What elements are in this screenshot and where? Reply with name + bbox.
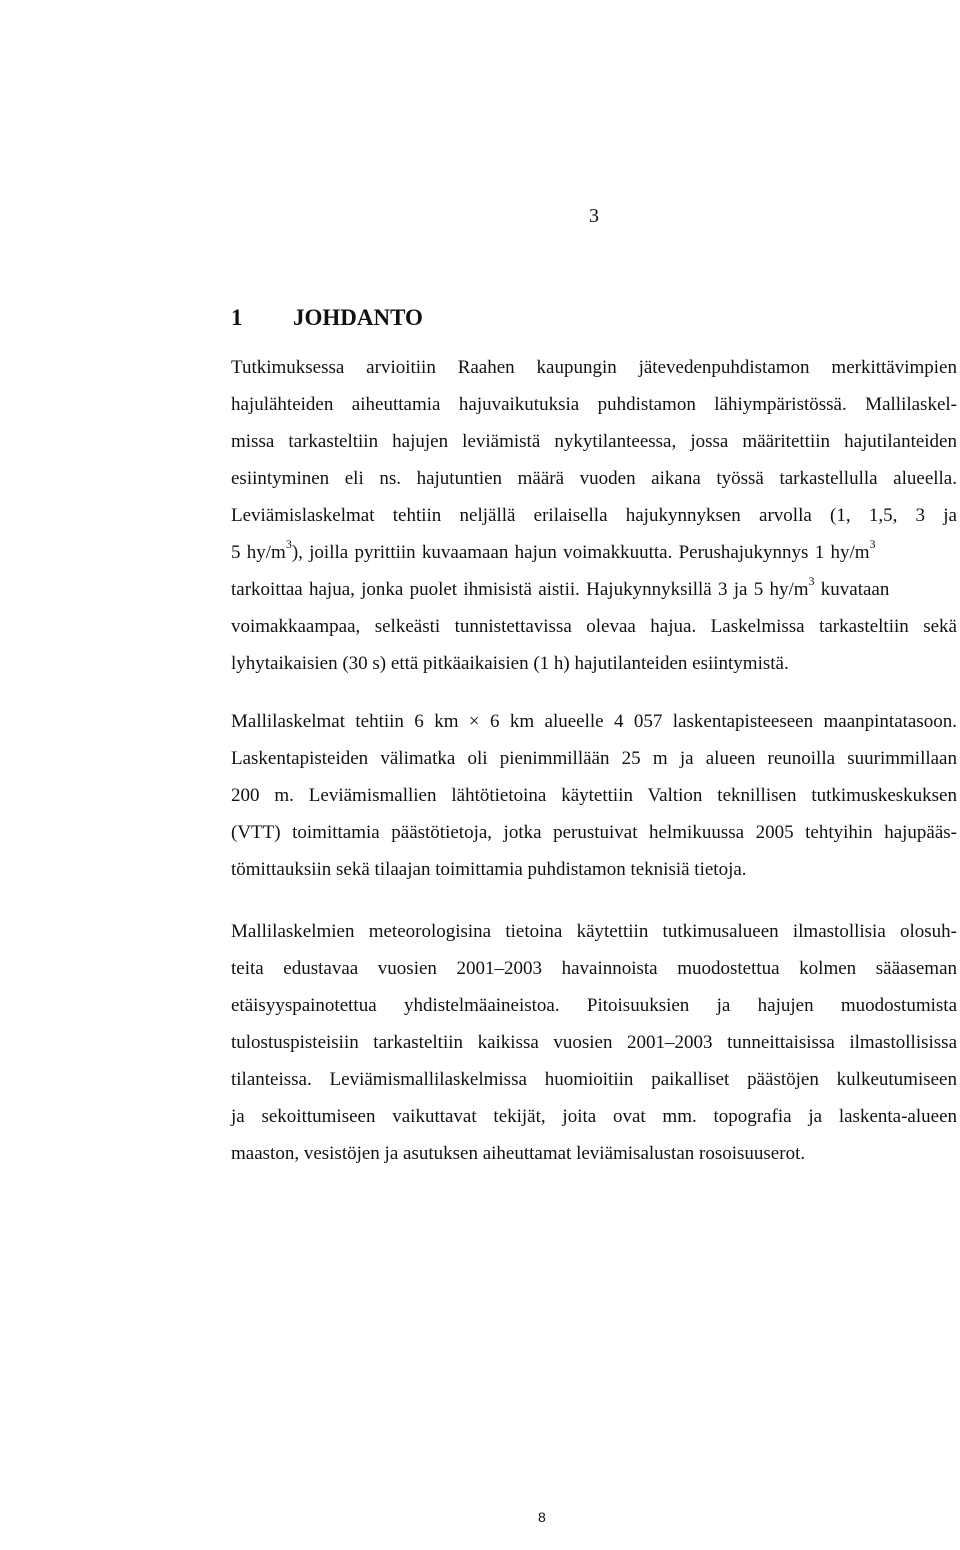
paragraph-3 xyxy=(231,913,957,1172)
section-number: 1 xyxy=(231,305,243,330)
text-line xyxy=(231,571,957,608)
text-fragment: tarkoittaa hajua, jonka puolet ihmisistä aistii. Hajukynnyksillä 3 ja 5 hy/m xyxy=(231,579,809,600)
superscript: 3 xyxy=(808,573,815,588)
paragraph-2 xyxy=(231,703,957,888)
text-fragment: 5 hy/m xyxy=(231,542,286,563)
superscript: 3 xyxy=(869,536,876,551)
text-fragment: kuvataan xyxy=(814,579,890,600)
text-line: maaston, vesistöjen ja asutuksen aiheuttamat leviämisalustan rosoisuuserot. xyxy=(231,1143,806,1164)
text-line: teita edustavaa vuosien 2001–2003 havainnoista muodostettua kolmen sääaseman xyxy=(231,958,957,979)
text-line: Leviämislaskelmat tehtiin neljällä erilaisella hajukynnyksen arvolla (1, 1,5, 3 ja xyxy=(231,505,957,526)
text-line: Mallilaskelmien meteorologisina tietoina käytettiin tutkimusalueen ilmastollisia olosuh- xyxy=(231,921,957,942)
text-line: hajulähteiden aiheuttamia hajuvaikutuksia puhdistamon lähiympäristössä. Mallilaskel- xyxy=(231,394,957,415)
superscript: 3 xyxy=(285,536,292,551)
text-line: (VTT) toimittamia päästötietoja, jotka perustuivat helmikuussa 2005 tehtyihin hajupääs- xyxy=(231,822,957,843)
text-line: Mallilaskelmat tehtiin 6 km × 6 km alueelle 4 057 laskentapisteeseen maanpintatasoon. xyxy=(231,711,957,732)
text-line: tulostuspisteisiin tarkasteltiin kaikissa vuosien 2001–2003 tunneittaisissa ilmastollisissa xyxy=(231,1032,957,1053)
section-heading xyxy=(231,305,423,331)
text-line: Tutkimuksessa arvioitiin Raahen kaupungin jätevedenpuhdistamon merkittävimpien xyxy=(231,357,957,378)
text-line: Laskentapisteiden välimatka oli pienimmillään 25 m ja alueen reunoilla suurimmillaan xyxy=(231,748,957,769)
text-line: tömittauksiin sekä tilaajan toimittamia puhdistamon teknisiä tietoja. xyxy=(231,859,747,880)
footer-stamp: 8 xyxy=(538,1509,546,1525)
paragraph-1 xyxy=(231,349,957,682)
text-line xyxy=(231,534,957,571)
section-title: JOHDANTO xyxy=(293,305,423,330)
text-line: esiintyminen eli ns. hajutuntien määrä vuoden aikana työssä tarkastellulla alueella. xyxy=(231,468,957,489)
text-line: missa tarkasteltiin hajujen leviämistä nykytilanteessa, jossa määritettiin hajutilanteiden xyxy=(231,431,957,452)
text-line: ja sekoittumiseen vaikuttavat tekijät, joita ovat mm. topografia ja laskenta-alueen xyxy=(231,1106,957,1127)
text-line: lyhytaikaisien (30 s) että pitkäaikaisien (1 h) hajutilanteiden esiintymistä. xyxy=(231,653,789,674)
text-line: voimakkaampaa, selkeästi tunnistettavissa olevaa hajua. Laskelmissa tarkasteltiin sekä xyxy=(231,616,957,637)
text-line: etäisyyspainotettua yhdistelmäaineistoa. Pitoisuuksien ja hajujen muodostumista xyxy=(231,995,957,1016)
page-number: 3 xyxy=(589,205,599,227)
text-line: tilanteissa. Leviämismallilaskelmissa huomioitiin paikalliset päästöjen kulkeutumiseen xyxy=(231,1069,957,1090)
text-fragment: ), joilla pyrittiin kuvaamaan hajun voimakkuutta. Perushajukynnys 1 hy/m xyxy=(291,542,870,563)
text-line: 200 m. Leviämismallien lähtötietoina käytettiin Valtion teknillisen tutkimuskeskuksen xyxy=(231,785,957,806)
